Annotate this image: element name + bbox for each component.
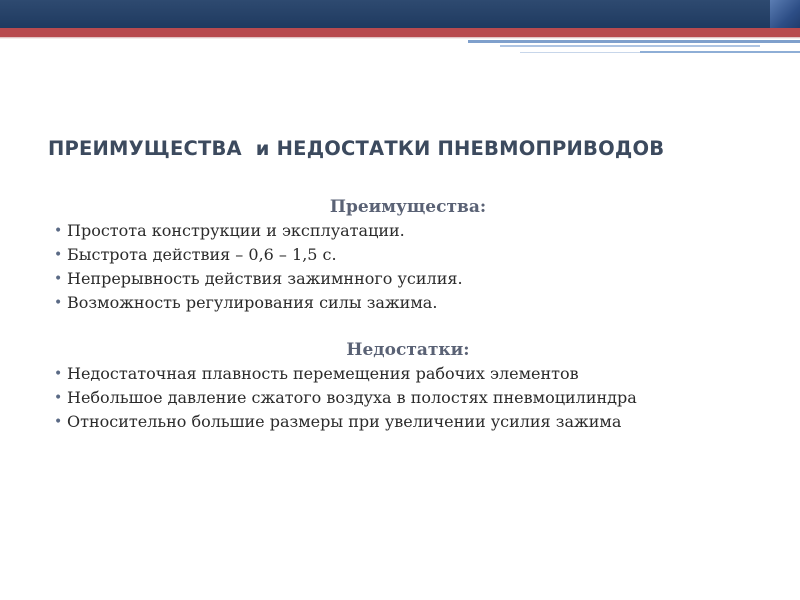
list-item-text: Небольшое давление сжатого воздуха в полостях пневмоцилиндра bbox=[67, 388, 637, 407]
advantages-list bbox=[48, 221, 748, 313]
list-item-text: Непрерывность действия зажимнного усилия. bbox=[67, 269, 463, 288]
bullet-icon: • bbox=[54, 414, 63, 430]
decor-line bbox=[500, 45, 760, 47]
header-red-shadow bbox=[0, 37, 800, 39]
list-item bbox=[48, 269, 748, 289]
disadvantages-list bbox=[48, 364, 748, 432]
bullet-icon: • bbox=[54, 366, 63, 382]
disadvantages-heading: Недостатки: bbox=[346, 340, 470, 360]
list-item bbox=[48, 221, 748, 241]
slide-title: ПРЕИМУЩЕСТВА и НЕДОСТАТКИ ПНЕВМОПРИВОДОВ bbox=[48, 137, 665, 160]
bullet-icon: • bbox=[54, 247, 63, 263]
list-item bbox=[48, 293, 748, 313]
list-item bbox=[48, 245, 748, 265]
header-blue-bar bbox=[0, 0, 800, 28]
list-item-text: Возможность регулирования силы зажима. bbox=[67, 293, 438, 312]
list-item-text: Недостаточная плавность перемещения рабочих элементов bbox=[67, 364, 579, 383]
bullet-icon: • bbox=[54, 390, 63, 406]
slide-content bbox=[48, 196, 748, 436]
bullet-icon: • bbox=[54, 295, 63, 311]
decor-line bbox=[468, 40, 800, 43]
list-item-text: Простота конструкции и эксплуатации. bbox=[67, 221, 405, 240]
header-red-bar bbox=[0, 28, 800, 37]
list-item bbox=[48, 388, 748, 408]
section-gap bbox=[48, 317, 748, 339]
corner-accent bbox=[770, 0, 800, 30]
bullet-icon: • bbox=[54, 223, 63, 239]
advantages-heading: Преимущества: bbox=[329, 197, 487, 217]
list-item bbox=[48, 412, 748, 432]
list-item-text: Быстрота действия – 0,6 – 1,5 с. bbox=[67, 245, 337, 264]
bullet-icon: • bbox=[54, 271, 63, 287]
decor-line bbox=[640, 51, 800, 53]
list-item bbox=[48, 364, 748, 384]
list-item-text: Относительно большие размеры при увеличении усилия зажима bbox=[67, 412, 622, 431]
